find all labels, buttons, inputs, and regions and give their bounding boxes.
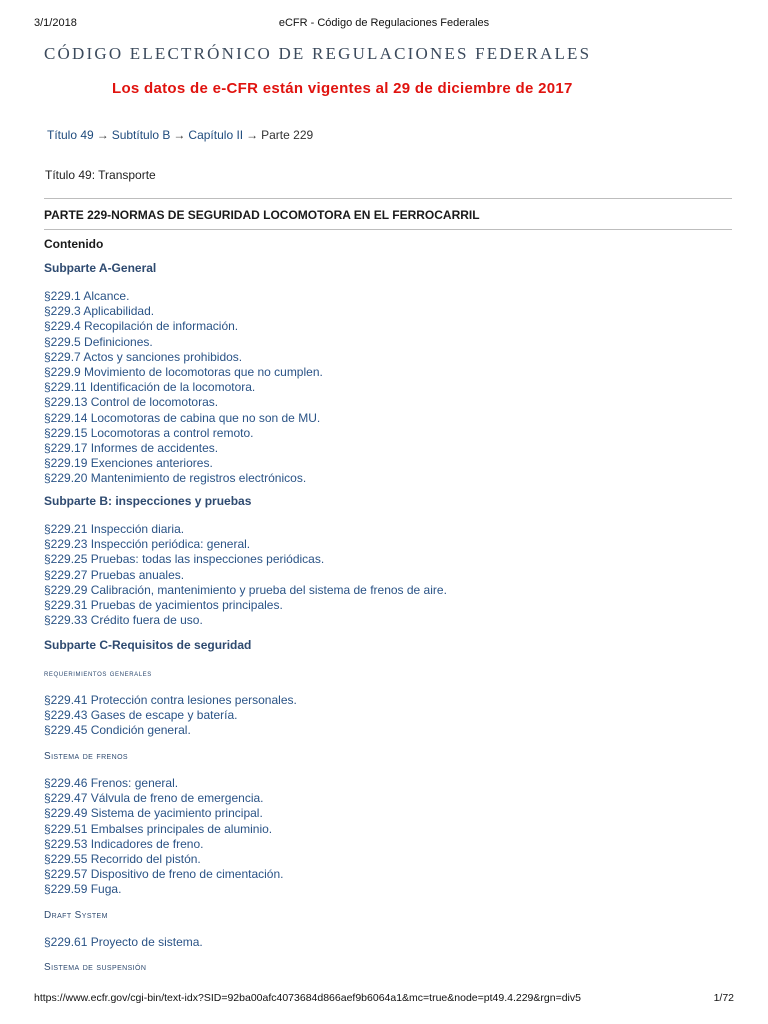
section-link[interactable]: §229.25 Pruebas: todas las inspecciones periódicas. bbox=[44, 552, 325, 567]
group-heading-draft-system: Draft System bbox=[44, 910, 108, 921]
part-heading: PARTE 229-NORMAS DE SEGURIDAD LOCOMOTORA EN EL FERROCARRIL bbox=[44, 208, 480, 222]
breadcrumb-chapter-ii[interactable]: Capítulo II bbox=[188, 128, 244, 142]
print-footer bbox=[34, 992, 734, 1006]
section-link[interactable]: §229.11 Identificación de la locomotora. bbox=[44, 380, 256, 395]
section-link[interactable]: §229.59 Fuga. bbox=[44, 882, 122, 897]
currency-notice: Los datos de e-CFR están vigentes al 29 de diciembre de 2017 bbox=[112, 80, 573, 97]
breadcrumb-separator: → bbox=[246, 128, 259, 142]
subpart-b-heading: Subparte B: inspecciones y pruebas bbox=[44, 494, 252, 508]
print-document-title: eCFR - Código de Regulaciones Federales bbox=[278, 17, 490, 29]
subpart-a-section-list bbox=[44, 289, 323, 487]
section-link[interactable]: §229.51 Embalses principales de aluminio. bbox=[44, 821, 273, 836]
section-link[interactable]: §229.27 Pruebas anuales. bbox=[44, 567, 185, 582]
breadcrumb-title-49[interactable]: Título 49 bbox=[47, 128, 94, 142]
site-title: CÓDIGO ELECTRÓNICO DE REGULACIONES FEDERALES bbox=[44, 44, 592, 63]
section-link[interactable]: §229.3 Aplicabilidad. bbox=[44, 304, 155, 319]
section-link[interactable]: §229.46 Frenos: general. bbox=[44, 776, 179, 790]
brake-system-section-list bbox=[44, 776, 283, 898]
section-link[interactable]: §229.13 Control de locomotoras. bbox=[44, 395, 219, 410]
breadcrumb-separator: → bbox=[96, 128, 109, 142]
subpart-c-heading: Subparte C-Requisitos de seguridad bbox=[44, 638, 252, 652]
group-heading-brake-system: Sistema de frenos bbox=[44, 751, 128, 762]
section-link[interactable]: §229.19 Exenciones anteriores. bbox=[44, 456, 213, 471]
print-url: https://www.ecfr.gov/cgi-bin/text-idx?SID=92ba00afc4073684d866aef9b6064a1&mc=true&node=pt49.4.229&rgn=div5 bbox=[34, 992, 581, 1004]
section-link[interactable]: §229.55 Recorrido del pistón. bbox=[44, 852, 201, 867]
section-link[interactable]: §229.45 Condición general. bbox=[44, 723, 191, 738]
title-line: Título 49: Transporte bbox=[45, 168, 156, 182]
section-link[interactable]: §229.17 Informes de accidentes. bbox=[44, 441, 219, 456]
subpart-b-section-list bbox=[44, 522, 447, 628]
section-link[interactable]: §229.4 Recopilación de información. bbox=[44, 319, 239, 334]
section-link[interactable]: §229.57 Dispositivo de freno de cimentación. bbox=[44, 867, 284, 882]
print-header bbox=[34, 17, 734, 31]
section-link[interactable]: §229.61 Proyecto de sistema. bbox=[44, 935, 203, 949]
section-link[interactable]: §229.53 Indicadores de freno. bbox=[44, 836, 204, 851]
divider bbox=[44, 229, 732, 230]
section-link[interactable]: §229.43 Gases de escape y batería. bbox=[44, 708, 238, 723]
breadcrumb-separator: → bbox=[173, 128, 186, 142]
breadcrumb-current-part: Parte 229 bbox=[261, 128, 314, 142]
section-link[interactable]: §229.9 Movimiento de locomotoras que no cumplen. bbox=[44, 365, 323, 380]
section-link[interactable]: §229.23 Inspección periódica: general. bbox=[44, 537, 251, 552]
section-link[interactable]: §229.47 Válvula de freno de emergencia. bbox=[44, 791, 264, 806]
section-link[interactable]: §229.41 Protección contra lesiones personales. bbox=[44, 693, 297, 707]
section-link[interactable]: §229.1 Alcance. bbox=[44, 289, 130, 303]
section-link[interactable]: §229.33 Crédito fuera de uso. bbox=[44, 613, 203, 628]
section-link[interactable]: §229.31 Pruebas de yacimientos principales. bbox=[44, 598, 283, 613]
draft-system-section-list bbox=[44, 935, 203, 950]
section-link[interactable]: §229.29 Calibración, mantenimiento y prueba del sistema de frenos de aire. bbox=[44, 582, 447, 597]
print-date: 3/1/2018 bbox=[34, 17, 77, 29]
subpart-a-heading: Subparte A-General bbox=[44, 261, 157, 275]
section-link[interactable]: §229.20 Mantenimiento de registros electrónicos. bbox=[44, 471, 307, 486]
general-requirements-section-list bbox=[44, 693, 297, 739]
section-link[interactable]: §229.15 Locomotoras a control remoto. bbox=[44, 425, 254, 440]
group-heading-suspension-system: Sistema de suspensión bbox=[44, 962, 147, 973]
section-link[interactable]: §229.5 Definiciones. bbox=[44, 334, 153, 349]
section-link[interactable]: §229.14 Locomotoras de cabina que no son de MU. bbox=[44, 410, 321, 425]
section-link[interactable]: §229.21 Inspección diaria. bbox=[44, 522, 185, 536]
breadcrumb-subtitle-b[interactable]: Subtítulo B bbox=[111, 128, 171, 142]
page-number: 1/72 bbox=[713, 992, 734, 1004]
contents-label: Contenido bbox=[44, 237, 104, 251]
breadcrumb bbox=[47, 128, 313, 142]
group-heading-general-requirements: requerimientos generales bbox=[44, 669, 152, 678]
section-link[interactable]: §229.7 Actos y sanciones prohibidos. bbox=[44, 349, 243, 364]
divider bbox=[44, 198, 732, 199]
section-link[interactable]: §229.49 Sistema de yacimiento principal. bbox=[44, 806, 263, 821]
